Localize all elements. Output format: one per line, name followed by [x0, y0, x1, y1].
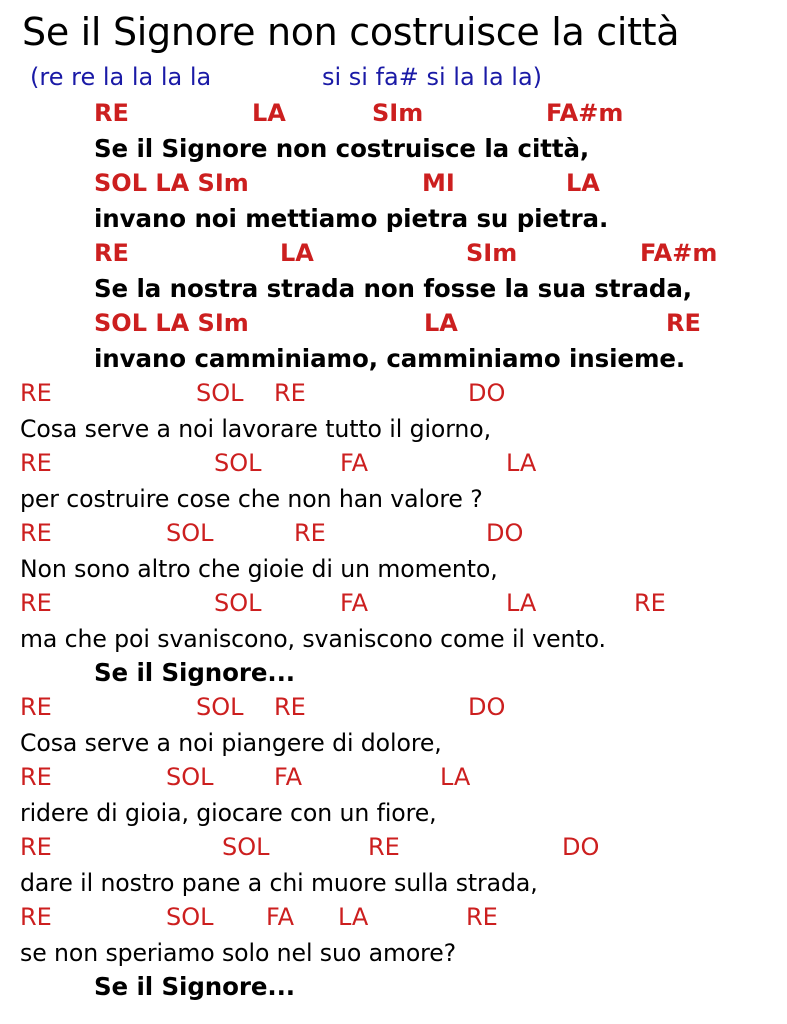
chord: RE [20, 693, 52, 721]
chord: RE [20, 519, 52, 547]
melody-notes-start: (re re la la la la [30, 63, 212, 91]
chord: RE [274, 379, 306, 407]
lyric-line: ridere di gioia, giocare con un fiore, [20, 799, 437, 827]
chord: MI [422, 169, 455, 197]
chord: SIm [466, 239, 518, 267]
chord: FA#m [640, 239, 718, 267]
chord: RE [634, 589, 666, 617]
chord: SIm [372, 99, 424, 127]
chord: RE [20, 589, 52, 617]
chord: RE [94, 239, 129, 267]
chord: LA [440, 763, 471, 791]
chord: RE [368, 833, 400, 861]
chord: FA#m [546, 99, 624, 127]
chord: LA [506, 449, 537, 477]
lyric-line: ma che poi svaniscono, svaniscono come il vento. [20, 625, 606, 653]
chord: SOL [214, 589, 262, 617]
chord: RE [294, 519, 326, 547]
lyric-line: se non speriamo solo nel suo amore? [20, 939, 457, 967]
chord: LA [566, 169, 600, 197]
chord: RE [20, 763, 52, 791]
chord: RE [274, 693, 306, 721]
chord: FA [266, 903, 295, 931]
chord: DO [468, 693, 506, 721]
chord: SOL [166, 763, 214, 791]
chord: SOL [196, 379, 244, 407]
lyric-line: dare il nostro pane a chi muore sulla strada, [20, 869, 538, 897]
lyric-line: Se il Signore non costruisce la città, [94, 134, 590, 163]
melody-notes-end: si si fa# si la la la) [322, 63, 543, 91]
song-title: Se il Signore non costruisce la città [22, 10, 680, 54]
chord: LA [506, 589, 537, 617]
chord: DO [468, 379, 506, 407]
chord: DO [562, 833, 600, 861]
chord: RE [666, 309, 701, 337]
refrain-reference: Se il Signore... [94, 658, 295, 687]
chord: LA [280, 239, 314, 267]
chord: SOL [166, 519, 214, 547]
chord: SOL [214, 449, 262, 477]
chord: LA [338, 903, 369, 931]
lyric-line: per costruire cose che non han valore ? [20, 485, 483, 513]
lyric-line: invano noi mettiamo pietra su pietra. [94, 204, 609, 233]
chord: SOL LA SIm [94, 169, 249, 197]
lyric-line: Cosa serve a noi piangere di dolore, [20, 729, 442, 757]
chord: RE [466, 903, 498, 931]
chord: SOL LA SIm [94, 309, 249, 337]
lyric-line: Non sono altro che gioie di un momento, [20, 555, 498, 583]
lyric-line: invano camminiamo, camminiamo insieme. [94, 344, 686, 373]
chord: RE [20, 833, 52, 861]
chord: SOL [166, 903, 214, 931]
chord: SOL [196, 693, 244, 721]
refrain-reference: Se il Signore... [94, 972, 295, 1001]
chord: RE [20, 903, 52, 931]
lyric-line: Se la nostra strada non fosse la sua strada, [94, 274, 692, 303]
chord: FA [274, 763, 303, 791]
chord: RE [20, 449, 52, 477]
chord: RE [20, 379, 52, 407]
lyric-line: Cosa serve a noi lavorare tutto il giorno, [20, 415, 492, 443]
chord: SOL [222, 833, 270, 861]
chord: DO [486, 519, 524, 547]
chord: RE [94, 99, 129, 127]
chord: FA [340, 449, 369, 477]
chord: LA [252, 99, 286, 127]
chord: LA [424, 309, 458, 337]
chord: FA [340, 589, 369, 617]
